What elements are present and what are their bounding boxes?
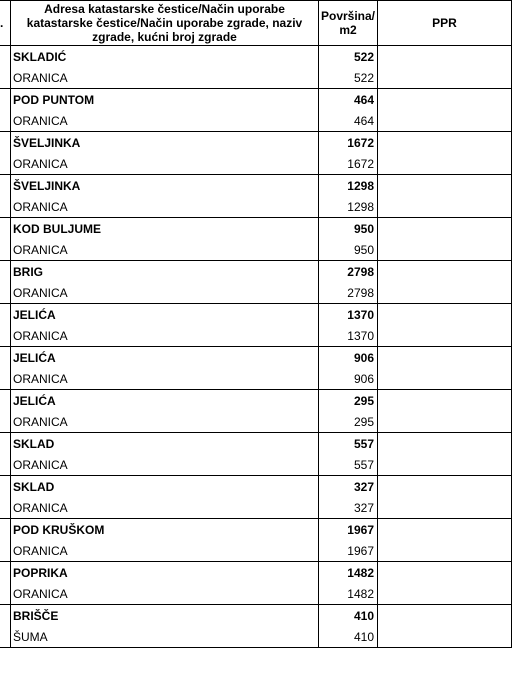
parcel-name: JELIĆA — [11, 304, 319, 326]
land-use: ŠUMA — [11, 626, 319, 648]
parcel-name: SKLAD — [11, 476, 319, 498]
land-use-area: 295 — [319, 411, 378, 433]
table-row — [0, 605, 512, 627]
land-use-area: 327 — [319, 497, 378, 519]
land-use: ORANICA — [11, 540, 319, 562]
parcel-area: 1672 — [319, 132, 378, 154]
ppr-cell — [378, 411, 512, 433]
index-cell — [0, 89, 11, 111]
parcel-area: 1298 — [319, 175, 378, 197]
table-row — [0, 347, 512, 369]
table-row — [0, 218, 512, 240]
index-cell — [0, 583, 11, 605]
ppr-cell — [378, 347, 512, 369]
table-subrow — [0, 540, 512, 562]
index-cell — [0, 626, 11, 648]
table-row — [0, 433, 512, 455]
table-subrow — [0, 153, 512, 175]
table-header-row — [0, 1, 512, 46]
index-cell — [0, 132, 11, 154]
land-use: ORANICA — [11, 497, 319, 519]
ppr-cell — [378, 132, 512, 154]
land-use-area: 410 — [319, 626, 378, 648]
index-cell — [0, 282, 11, 304]
header-area-column: Površina/ m2 — [319, 1, 378, 46]
ppr-cell — [378, 626, 512, 648]
parcel-name: ŠVELJINKA — [11, 175, 319, 197]
index-cell — [0, 67, 11, 89]
table-row — [0, 476, 512, 498]
ppr-cell — [378, 540, 512, 562]
ppr-cell — [378, 175, 512, 197]
parcel-name: JELIĆA — [11, 390, 319, 412]
ppr-cell — [378, 368, 512, 390]
table-row — [0, 304, 512, 326]
table-subrow — [0, 282, 512, 304]
ppr-cell — [378, 239, 512, 261]
table-subrow — [0, 497, 512, 519]
ppr-cell — [378, 605, 512, 627]
land-use: ORANICA — [11, 325, 319, 347]
index-cell — [0, 562, 11, 584]
header-address-column: Adresa katastarske čestice/Način uporabe katastarske čestice/Način uporabe zgrade, naziv zgrade, kućni broj zgrade — [11, 1, 319, 46]
ppr-cell — [378, 519, 512, 541]
index-cell — [0, 433, 11, 455]
index-cell — [0, 476, 11, 498]
index-cell — [0, 368, 11, 390]
index-cell — [0, 261, 11, 283]
land-use: ORANICA — [11, 67, 319, 89]
land-use: ORANICA — [11, 454, 319, 476]
parcel-name: BRIG — [11, 261, 319, 283]
land-use: ORANICA — [11, 411, 319, 433]
table-subrow — [0, 196, 512, 218]
index-cell — [0, 110, 11, 132]
index-cell — [0, 519, 11, 541]
parcel-area: 1967 — [319, 519, 378, 541]
parcel-name: POD KRUŠKOM — [11, 519, 319, 541]
ppr-cell — [378, 196, 512, 218]
ppr-cell — [378, 153, 512, 175]
table-subrow — [0, 325, 512, 347]
index-cell — [0, 347, 11, 369]
land-use-area: 1482 — [319, 583, 378, 605]
index-cell — [0, 304, 11, 326]
table-row — [0, 261, 512, 283]
table-row — [0, 89, 512, 111]
land-use: ORANICA — [11, 282, 319, 304]
index-cell — [0, 46, 11, 68]
parcel-area: 327 — [319, 476, 378, 498]
index-cell — [0, 218, 11, 240]
parcel-name: ŠVELJINKA — [11, 132, 319, 154]
parcel-area: 410 — [319, 605, 378, 627]
parcel-name: BRIŠČE — [11, 605, 319, 627]
ppr-cell — [378, 454, 512, 476]
index-cell — [0, 153, 11, 175]
ppr-cell — [378, 304, 512, 326]
land-use: ORANICA — [11, 196, 319, 218]
parcel-name: POD PUNTOM — [11, 89, 319, 111]
ppr-cell — [378, 46, 512, 68]
ppr-cell — [378, 261, 512, 283]
parcel-name: JELIĆA — [11, 347, 319, 369]
parcel-name: POPRIKA — [11, 562, 319, 584]
index-cell — [0, 540, 11, 562]
parcel-area: 522 — [319, 46, 378, 68]
land-use-area: 1298 — [319, 196, 378, 218]
table-body — [0, 46, 512, 648]
parcel-area: 906 — [319, 347, 378, 369]
table-subrow — [0, 67, 512, 89]
land-use: ORANICA — [11, 583, 319, 605]
land-use: ORANICA — [11, 368, 319, 390]
land-use: ORANICA — [11, 153, 319, 175]
table-subrow — [0, 110, 512, 132]
ppr-cell — [378, 218, 512, 240]
land-use-area: 522 — [319, 67, 378, 89]
land-use-area: 1370 — [319, 325, 378, 347]
table-row — [0, 175, 512, 197]
land-use-area: 557 — [319, 454, 378, 476]
table-row — [0, 519, 512, 541]
table-subrow — [0, 411, 512, 433]
index-cell — [0, 239, 11, 261]
parcel-area: 557 — [319, 433, 378, 455]
parcel-name: SKLADIĆ — [11, 46, 319, 68]
land-use-area: 464 — [319, 110, 378, 132]
index-cell — [0, 196, 11, 218]
land-use-area: 1672 — [319, 153, 378, 175]
table-row — [0, 46, 512, 68]
land-use-area: 950 — [319, 239, 378, 261]
ppr-cell — [378, 562, 512, 584]
ppr-cell — [378, 89, 512, 111]
parcel-area: 1482 — [319, 562, 378, 584]
parcel-area: 464 — [319, 89, 378, 111]
parcel-area: 2798 — [319, 261, 378, 283]
ppr-cell — [378, 325, 512, 347]
index-cell — [0, 454, 11, 476]
table-subrow — [0, 368, 512, 390]
table-subrow — [0, 583, 512, 605]
header-ppr-column: PPR — [378, 1, 512, 46]
index-cell — [0, 411, 11, 433]
table-subrow — [0, 626, 512, 648]
land-use-area: 906 — [319, 368, 378, 390]
ppr-cell — [378, 433, 512, 455]
parcel-area: 950 — [319, 218, 378, 240]
land-use: ORANICA — [11, 239, 319, 261]
index-cell — [0, 175, 11, 197]
ppr-cell — [378, 390, 512, 412]
table-subrow — [0, 454, 512, 476]
land-use-area: 1967 — [319, 540, 378, 562]
parcel-name: KOD BULJUME — [11, 218, 319, 240]
ppr-cell — [378, 67, 512, 89]
index-cell — [0, 390, 11, 412]
ppr-cell — [378, 110, 512, 132]
table-row — [0, 390, 512, 412]
ppr-cell — [378, 583, 512, 605]
land-use-area: 2798 — [319, 282, 378, 304]
header-index-column: . — [0, 1, 11, 46]
ppr-cell — [378, 497, 512, 519]
index-cell — [0, 325, 11, 347]
ppr-cell — [378, 282, 512, 304]
index-cell — [0, 605, 11, 627]
table-subrow — [0, 239, 512, 261]
table-row — [0, 562, 512, 584]
parcel-area: 1370 — [319, 304, 378, 326]
land-use: ORANICA — [11, 110, 319, 132]
parcel-area: 295 — [319, 390, 378, 412]
ppr-cell — [378, 476, 512, 498]
table-row — [0, 132, 512, 154]
parcel-name: SKLAD — [11, 433, 319, 455]
index-cell — [0, 497, 11, 519]
